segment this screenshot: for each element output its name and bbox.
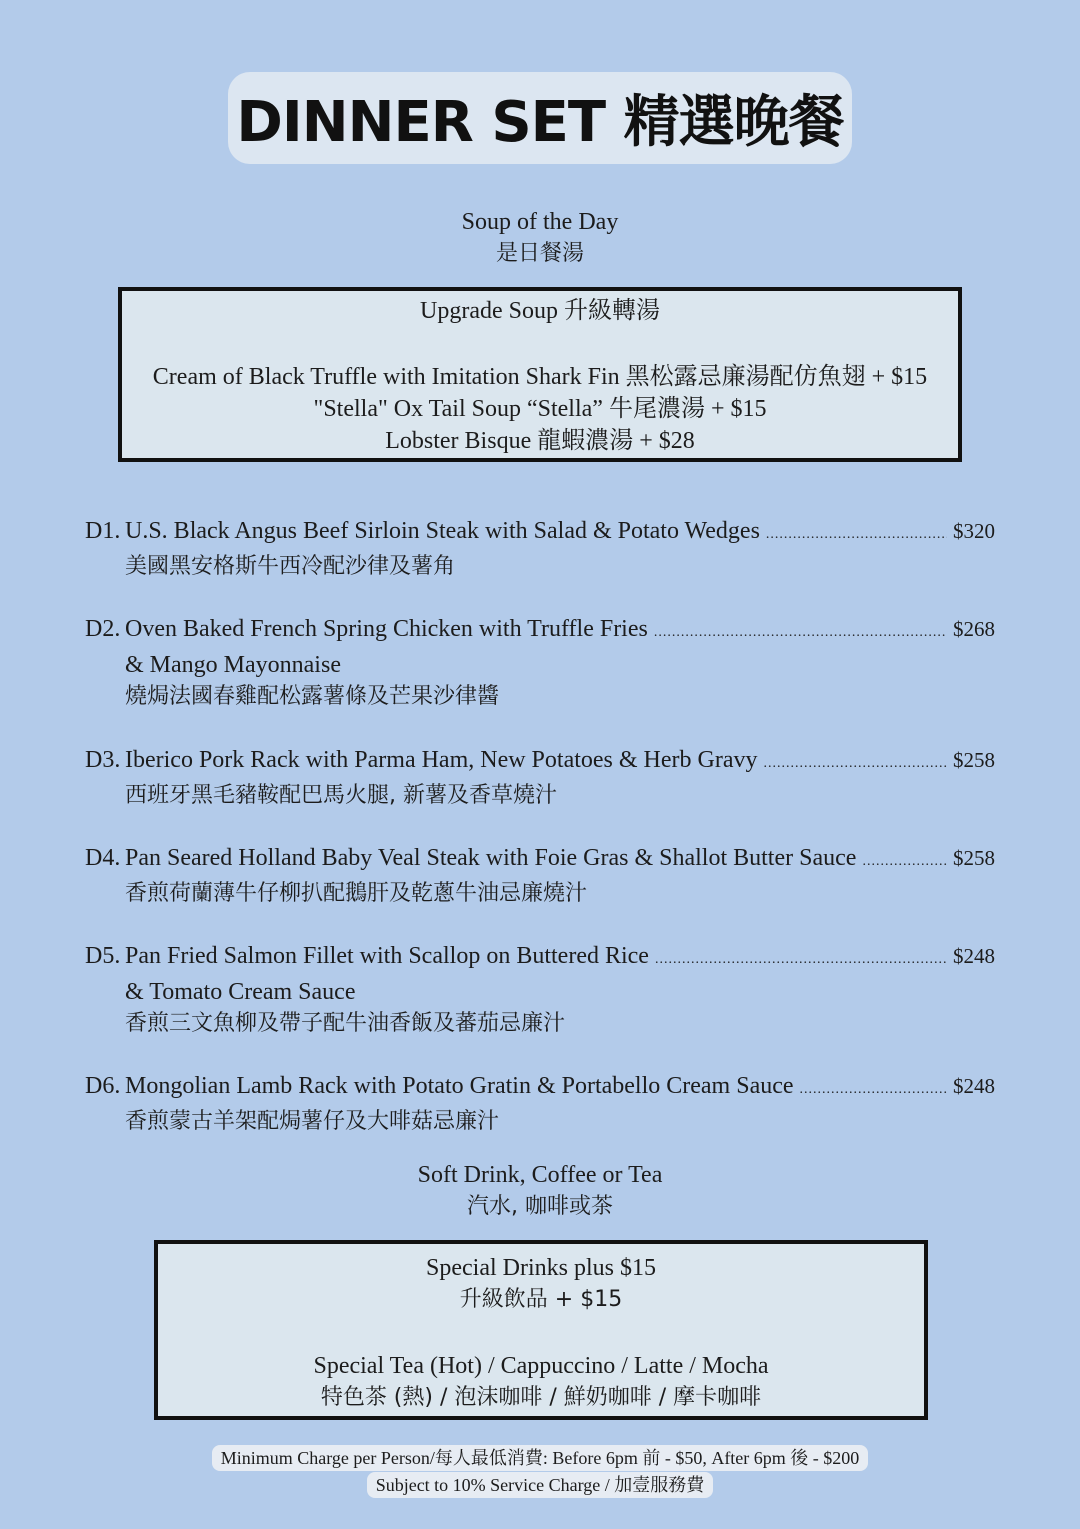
dish-name-zh: 香煎三文魚柳及帶子配牛油香飯及蕃茄忌廉汁: [125, 1011, 566, 1036]
leader-dots: [764, 748, 947, 780]
dish-code: D1.: [85, 518, 121, 544]
dish-name: U.S. Black Angus Beef Sirloin Steak with Salad & Potato Wedges: [125, 518, 760, 544]
dish-price: $258: [953, 846, 995, 870]
leader-dots: [800, 1074, 947, 1106]
dish-d2: [85, 613, 995, 713]
soup-en: Soup of the Day: [461, 209, 619, 235]
soup-of-day: [0, 206, 1080, 270]
dish-name-zh: 西班牙黑毛豬鞍配巴馬火腿, 新薯及香草燒汁: [125, 783, 557, 808]
upgrade-soup-item: Lobster Bisque 龍蝦濃湯 + $28: [385, 428, 695, 454]
dish-name-zh: 美國黑安格斯牛西冷配沙律及薯角: [125, 554, 456, 579]
dish-d4: [85, 842, 995, 910]
dish-code: D3.: [85, 747, 121, 773]
dish-d1: [85, 515, 995, 583]
dish-name-zh: 香煎荷蘭薄牛仔柳扒配鵝肝及乾蔥牛油忌廉燒汁: [125, 881, 588, 906]
drink-en: Soft Drink, Coffee or Tea: [417, 1162, 663, 1188]
dish-name-zh: 香煎蒙古羊架配焗薯仔及大啡菇忌廉汁: [125, 1109, 500, 1134]
included-drink: [0, 1159, 1080, 1223]
footer-min-charge: [0, 1445, 1080, 1471]
upgrade-soup-item: "Stella" Ox Tail Soup “Stella” 牛尾濃湯 + $15: [313, 396, 767, 422]
dish-name-cont: & Tomato Cream Sauce: [125, 979, 356, 1005]
upgrade-soup-heading: Upgrade Soup 升級轉湯: [420, 298, 660, 324]
dish-name: Pan Seared Holland Baby Veal Steak with Foie Gras & Shallot Butter Sauce: [125, 845, 857, 871]
leader-dots: [655, 944, 947, 976]
dish-code: D2.: [85, 616, 121, 642]
upgrade-soup-item: Cream of Black Truffle with Imitation Shark Fin 黑松露忌廉湯配仿魚翅 + $15: [152, 364, 928, 390]
upgrade-soup-box: [118, 287, 962, 462]
dish-d5: [85, 940, 995, 1040]
dish-d3: [85, 744, 995, 812]
soup-zh: 是日餐湯: [495, 241, 584, 266]
dish-name: Oven Baked French Spring Chicken with Truffle Fries: [125, 616, 648, 642]
min-charge-note: Minimum Charge per Person/每人最低消費: Before 6pm 前 - $50, After 6pm 後 - $200: [212, 1445, 869, 1471]
dish-name-cont: & Mango Mayonnaise: [125, 652, 341, 678]
dish-code: D4.: [85, 845, 121, 871]
special-drinks-box: [154, 1240, 928, 1420]
leader-dots: [862, 846, 947, 878]
special-drinks-heading-en: Special Drinks plus $15: [426, 1255, 656, 1281]
title-banner: [228, 72, 852, 164]
dish-price: $248: [953, 1074, 995, 1098]
service-charge-note: Subject to 10% Service Charge / 加壹服務費: [367, 1472, 714, 1498]
dish-name: Pan Fried Salmon Fillet with Scallop on Buttered Rice: [125, 943, 649, 969]
dish-name: Iberico Pork Rack with Parma Ham, New Potatoes & Herb Gravy: [125, 747, 758, 773]
dish-price: $268: [953, 617, 995, 641]
dish-d6: [85, 1070, 995, 1138]
page-title: DINNER SET 精選晚餐: [236, 90, 844, 155]
special-drinks-list-zh: 特色茶 (熱) / 泡沫咖啡 / 鮮奶咖啡 / 摩卡咖啡: [320, 1385, 762, 1410]
dish-name-zh: 燒焗法國春雞配松露薯條及芒果沙律醬: [125, 684, 500, 709]
dish-price: $320: [953, 519, 995, 543]
dish-code: D6.: [85, 1073, 121, 1099]
dish-price: $248: [953, 944, 995, 968]
footer-service: [0, 1472, 1080, 1498]
dish-price: $258: [953, 748, 995, 772]
dish-name: Mongolian Lamb Rack with Potato Gratin & Portabello Cream Sauce: [125, 1073, 794, 1099]
special-drinks-heading-zh: 升級飲品 + $15: [459, 1287, 623, 1312]
special-drinks-list-en: Special Tea (Hot) / Cappuccino / Latte / Mocha: [313, 1353, 769, 1379]
drink-zh: 汽水, 咖啡或茶: [467, 1194, 613, 1219]
leader-dots: [654, 617, 947, 649]
dish-code: D5.: [85, 943, 121, 969]
leader-dots: [766, 519, 947, 551]
